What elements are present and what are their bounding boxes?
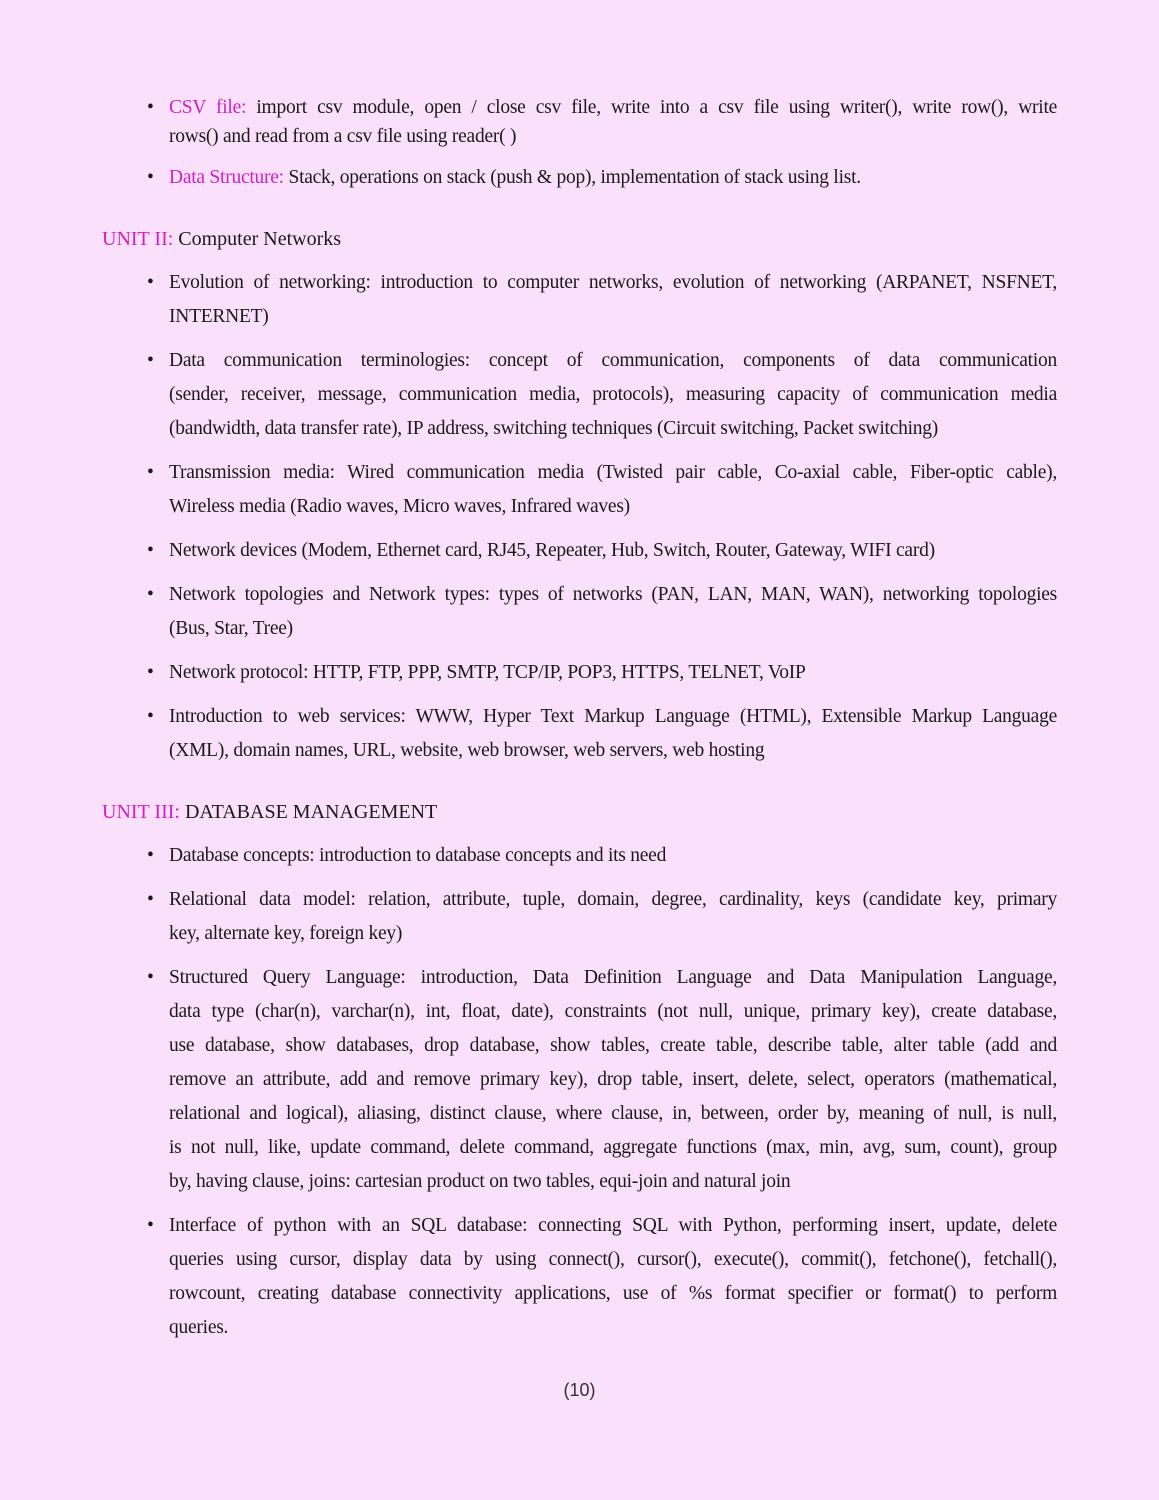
list-item-text: is not null, like, update command, delete command, aggregate functions (max, min, avg, sum, count), group [169, 1137, 1057, 1158]
list-item [147, 266, 1057, 334]
list-item-text: data type (char(n), varchar(n), int, float, date), constraints (not null, unique, primary key), create database, [169, 1001, 1057, 1022]
bullet-icon: • [147, 706, 154, 727]
list-item-line [169, 1243, 1057, 1277]
list-item-text: (Bus, Star, Tree) [169, 618, 293, 639]
list-item-text: Stack, operations on stack (push & pop), implementation of stack using list. [288, 167, 861, 188]
list-item-text: Data communication terminologies: concept of communication, components of data communication [169, 350, 1057, 371]
list-item-text: Introduction to web services: WWW, Hyper Text Markup Language (HTML), Extensible Markup Language [169, 706, 1057, 727]
list-item-line [169, 456, 1057, 490]
list-item-line [169, 122, 1057, 151]
unit-heading [102, 222, 1159, 256]
list-item-line [169, 1029, 1057, 1063]
list-item-line [169, 412, 1057, 446]
list-item-text: (bandwidth, data transfer rate), IP address, switching techniques (Circuit switching, Packet switching) [169, 418, 939, 439]
unit-heading [102, 795, 1159, 829]
list-item-line [169, 1209, 1057, 1243]
unit-title: Computer Networks [178, 228, 342, 250]
list-item-text: remove an attribute, add and remove primary key), drop table, insert, delete, select, operators (mathematical, [169, 1069, 1057, 1090]
list-item-text: (sender, receiver, message, communication media, protocols), measuring capacity of communication media [169, 384, 1057, 405]
list-item-line [169, 578, 1057, 612]
list-item-label: Data Structure: [169, 167, 284, 188]
list-item-text: Database concepts: introduction to database concepts and its need [169, 845, 667, 866]
list-item-text: (XML), domain names, URL, website, web browser, web servers, web hosting [169, 740, 765, 761]
list-item-text: queries using cursor, display data by using connect(), cursor(), execute(), commit(), fetchone(), fetchall(), [169, 1249, 1057, 1270]
bullet-icon: • [147, 97, 154, 118]
list-item [147, 161, 1057, 195]
unit-label: UNIT III: [102, 801, 180, 823]
list-item-text: Wireless media (Radio waves, Micro waves, Infrared waves) [169, 496, 630, 517]
bullet-icon: • [147, 584, 154, 605]
list-item-line [169, 266, 1057, 300]
list-item-text: rowcount, creating database connectivity applications, use of %s format specifier or format() to perform [169, 1283, 1057, 1304]
list-item-text: key, alternate key, foreign key) [169, 923, 403, 944]
list-item-line [169, 378, 1057, 412]
list-item-text: Network topologies and Network types: types of networks (PAN, LAN, MAN, WAN), networking topologies [169, 584, 1057, 605]
list-item-text: Structured Query Language: introduction, Data Definition Language and Data Manipulation Language, [169, 967, 1057, 988]
bullet-icon: • [147, 540, 154, 561]
list-item-text: use database, show databases, drop database, show tables, create table, describe table, alter table (add and [169, 1035, 1057, 1056]
list-item-line [169, 612, 1057, 646]
list-item-line [169, 1311, 1057, 1345]
list-item-line [169, 1165, 1057, 1199]
list-item-text: Transmission media: Wired communication media (Twisted pair cable, Co-axial cable, Fiber-optic cable), [169, 462, 1057, 483]
bullet-icon: • [147, 662, 154, 683]
list-item-text: relational and logical), aliasing, distinct clause, where clause, in, between, order by, meaning of null, is null, [169, 1103, 1057, 1124]
list-item-text: Evolution of networking: introduction to computer networks, evolution of networking (ARPANET, NSFNET, [169, 272, 1057, 293]
list-item-line [169, 344, 1057, 378]
list-item-line [169, 93, 1057, 122]
list-item-text: queries. [169, 1317, 229, 1338]
list-item-line [169, 1097, 1057, 1131]
list-item-line [169, 917, 1057, 951]
list-item-line [169, 961, 1057, 995]
list-item [147, 656, 1057, 690]
bullet-icon: • [147, 967, 154, 988]
unit-label: UNIT II: [102, 228, 174, 250]
document-page [0, 93, 1159, 1345]
list-item-text: INTERNET) [169, 306, 269, 327]
list-item-line [169, 490, 1057, 524]
unit-title: DATABASE MANAGEMENT [184, 801, 438, 823]
list-item-line [169, 700, 1057, 734]
list-item-text: by, having clause, joins: cartesian product on two tables, equi-join and natural join [169, 1171, 791, 1192]
list-item [147, 839, 1057, 873]
bullet-icon: • [147, 1215, 154, 1236]
list-item-text: Relational data model: relation, attribute, tuple, domain, degree, cardinality, keys (candidate key, primary [169, 889, 1057, 910]
list-item-line [169, 1277, 1057, 1311]
list-item [147, 344, 1057, 446]
list-item-line [169, 161, 1057, 195]
list-item-line [169, 839, 1057, 873]
bullet-icon: • [147, 462, 154, 483]
page-number: (10) [563, 1380, 596, 1400]
list-item-line [169, 883, 1057, 917]
list-item-text: Network protocol: HTTP, FTP, PPP, SMTP, TCP/IP, POP3, HTTPS, TELNET, VoIP [169, 662, 806, 683]
list-item-text: Network devices (Modem, Ethernet card, RJ45, Repeater, Hub, Switch, Router, Gateway, WIFI card) [169, 540, 935, 561]
list-item-text: Interface of python with an SQL database: connecting SQL with Python, performing insert, update, delete [169, 1215, 1057, 1236]
list-item-line [169, 1063, 1057, 1097]
bullet-icon: • [147, 167, 154, 188]
list-item [147, 961, 1057, 1199]
list-item-line [169, 1131, 1057, 1165]
list-item-line [169, 300, 1057, 334]
list-item-line [169, 534, 1057, 568]
list-item-line [169, 734, 1057, 768]
list-item [147, 700, 1057, 768]
list-item [147, 1209, 1057, 1345]
bullet-icon: • [147, 845, 154, 866]
list-item-line [169, 656, 1057, 690]
list-item [147, 534, 1057, 568]
list-item [147, 93, 1058, 151]
list-item-text: import csv module, open / close csv file, write into a csv file using writer(), write row(), write [256, 97, 1058, 118]
bullet-icon: • [147, 350, 154, 371]
list-item [147, 456, 1057, 524]
bullet-icon: • [147, 272, 154, 293]
list-item-line [169, 995, 1057, 1029]
list-item [147, 578, 1057, 646]
list-item-text: rows() and read from a csv file using reader( ) [169, 126, 517, 147]
bullet-icon: • [147, 889, 154, 910]
list-item [147, 883, 1057, 951]
list-item-label: CSV file: [169, 97, 247, 118]
